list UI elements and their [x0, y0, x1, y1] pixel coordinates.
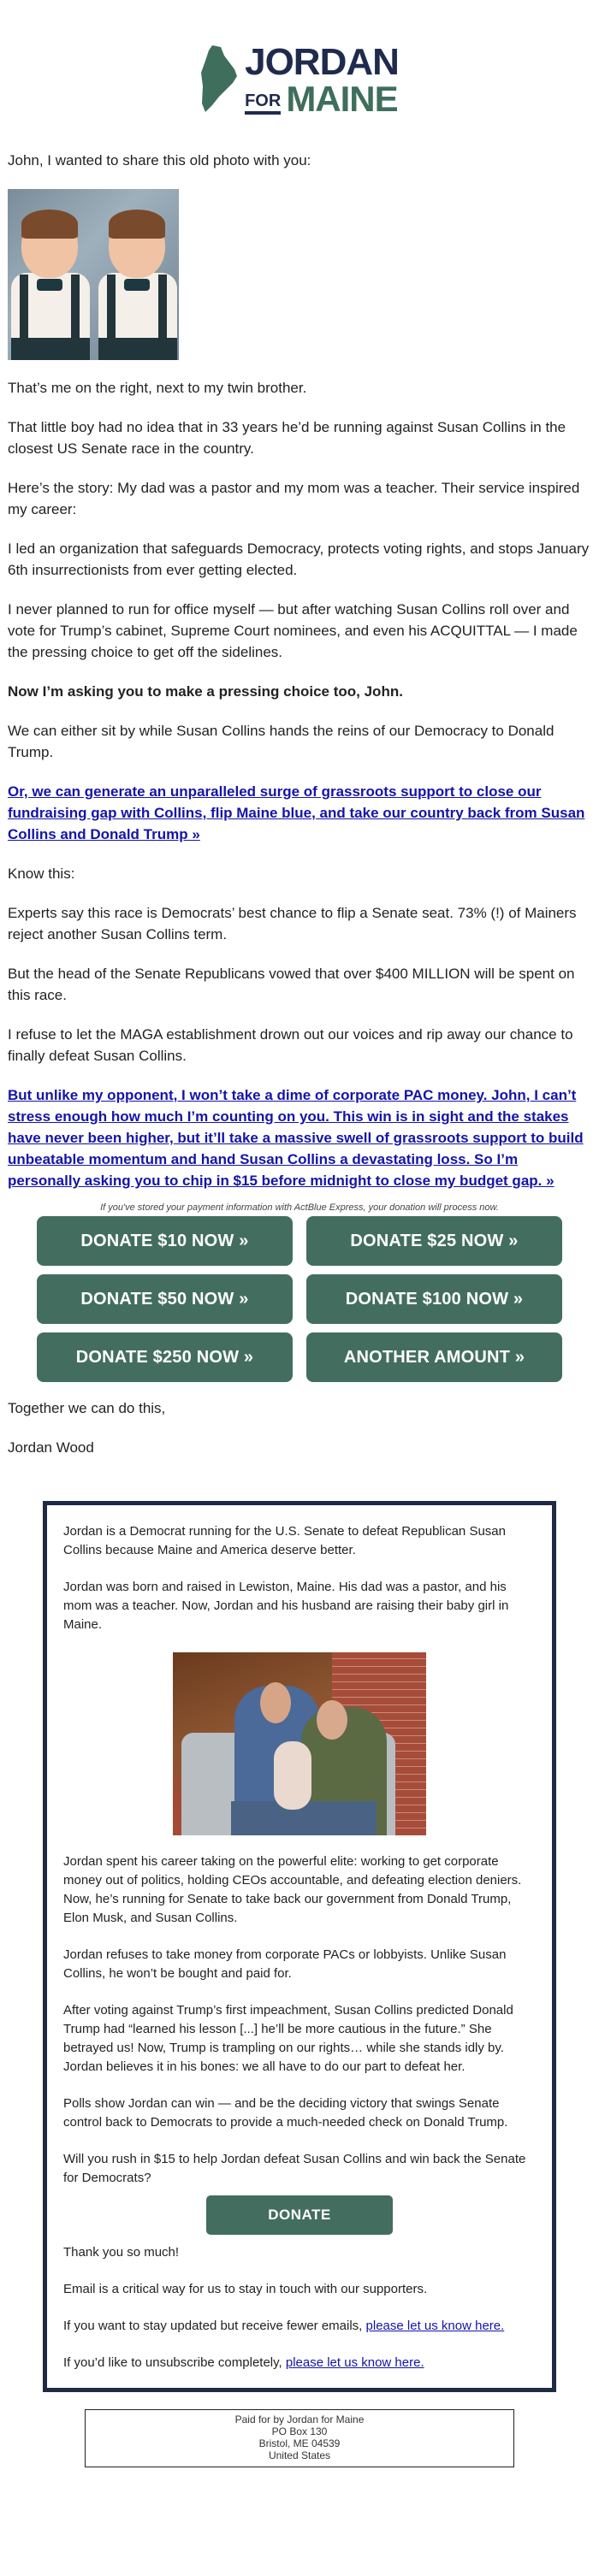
cta-paragraph-2 [8, 1084, 591, 1191]
email-note: Email is a critical way for us to stay in touch with our supporters. [63, 2282, 428, 2296]
donate-button-grid [8, 1216, 591, 1382]
footer-paid-for: Paid for by Jordan for Maine [234, 2414, 365, 2425]
bio-paragraph: Polls show Jordan can win — and be the deciding victory that swings Senate control back to Democrats to provide a much-needed check on Donald Trump. [63, 2096, 508, 2130]
footer-po-box: PO Box 130 [271, 2425, 328, 2437]
bold-ask-line: Now I’m asking you to make a pressing choice too, John. [8, 683, 403, 700]
unsubscribe-line [63, 2354, 536, 2372]
greeting: John, I wanted to share this old photo with you: [8, 152, 311, 168]
paragraph: I refuse to let the MAGA establishment drown out our voices and rip away our chance to finally defeat Susan Collins. [8, 1026, 573, 1064]
footer-country: United States [268, 2449, 331, 2461]
bio-paragraph: After voting against Trump’s first impeachment, Susan Collins predicted Donald Trump had “learned his lesson [...] he’ll be more cautious in the future.” She betrayed us! Now, Trump is trampling on our rights… while she stands idly by. Jordan believes it in his bones: we all have to do our part to defeat her. [63, 2003, 513, 2074]
bio-paragraph: Jordan refuses to take money from corporate PACs or lobbyists. Unlike Susan Collins, he won’t be bought and paid for. [63, 1947, 507, 1981]
unsubscribe-text: If you’d like to unsubscribe completely, [63, 2355, 286, 2370]
paragraph: I never planned to run for office myself — but after watching Susan Collins roll over and vote for Trump’s cabinet, Supreme Court nominees, and even his ACQUITTAL — I made the pressing choice to get off the sidelines. [8, 601, 578, 660]
thank-you-line: Thank you so much! [63, 2245, 180, 2260]
candidate-bio-box [43, 1501, 556, 2392]
paragraph: Experts say this race is Democrats’ best chance to flip a Senate seat. 73% (!) of Mainers reject another Susan Collins term. [8, 905, 577, 942]
jordan-for-maine-logo[interactable] [200, 40, 399, 119]
twin-right [97, 198, 179, 360]
donate-250-button[interactable]: DONATE $250 NOW » [37, 1332, 293, 1382]
fewer-emails-text: If you want to stay updated but receive fewer emails, [63, 2319, 366, 2333]
logo-for: FOR [245, 92, 281, 115]
paragraph: That little boy had no idea that in 33 years he’d be running against Susan Collins in the closest US Senate race in the country. [8, 419, 566, 457]
bio-paragraph: Jordan spent his career taking on the powerful elite: working to get corporate money out of politics, holding CEOs accountable, and defeating election deniers. Now, he’s running for Senate to take back our government from Donald Trump, Elon Musk, and Susan Collins. [63, 1854, 522, 1925]
donate-10-button[interactable]: DONATE $10 NOW » [37, 1216, 293, 1266]
bio-paragraph: Jordan is a Democrat running for the U.S. Senate to defeat Republican Susan Collins because Maine and America deserve better. [63, 1524, 506, 1557]
header-logo-area [0, 0, 599, 150]
twin-brothers-photo [8, 189, 179, 360]
unsubscribe-link[interactable]: please let us know here. [285, 2355, 424, 2370]
logo-jordan: JORDAN [245, 40, 399, 83]
cta-link-grassroots[interactable]: Or, we can generate an unparalleled surge of grassroots support to close our fundraising gap with Collins, flip Maine blue, and take our country back from Susan Collins and Donald Trump » [8, 783, 585, 842]
fewer-emails-link[interactable]: please let us know here. [365, 2319, 505, 2333]
donate-100-button[interactable]: DONATE $100 NOW » [306, 1274, 562, 1324]
cta-paragraph-1 [8, 781, 591, 845]
cta-link-chip-in[interactable]: But unlike my opponent, I won’t take a dime of corporate PAC money. John, I can’t stress enough how much I’m counting on you. This win is in sight and the stakes have never been higher, but it’ll take a massive swell of grassroots support to build unbeatable momentum and hand Susan Collins a devastating loss. So I’m personally asking you to chip in $15 before midnight to close my budget gap. » [8, 1087, 584, 1189]
bio-paragraph: Jordan was born and raised in Lewiston, Maine. His dad was a pastor, and his mom was a teacher. Now, Jordan and his husband are raising their baby girl in Maine. [63, 1580, 509, 1632]
paragraph: Know this: [8, 866, 75, 882]
paid-for-by-footer [85, 2409, 514, 2467]
logo-for-maine [245, 78, 399, 119]
signature: Jordan Wood [8, 1439, 94, 1456]
donate-other-amount-button[interactable]: ANOTHER AMOUNT » [306, 1332, 562, 1382]
paragraph: We can either sit by while Susan Collins hands the reins of our Democracy to Donald Trump. [8, 723, 555, 760]
paragraph: That’s me on the right, next to my twin brother. [8, 380, 307, 396]
logo-wordmark [245, 40, 399, 119]
donate-50-button[interactable]: DONATE $50 NOW » [37, 1274, 293, 1324]
actblue-express-note: If you've stored your payment information with ActBlue Express, your donation will process now. [100, 1202, 499, 1213]
signoff: Together we can do this, [8, 1400, 166, 1416]
maine-state-icon [200, 44, 238, 114]
family-photo [173, 1652, 426, 1835]
donate-25-button[interactable]: DONATE $25 NOW » [306, 1216, 562, 1266]
bio-donate-button[interactable]: DONATE [206, 2195, 393, 2235]
twin-left [9, 198, 92, 360]
logo-maine: MAINE [286, 78, 398, 119]
email-body [0, 150, 599, 1458]
bio-paragraph: Will you rush in $15 to help Jordan defeat Susan Collins and win back the Senate for Democrats? [63, 2152, 526, 2185]
paragraph: I led an organization that safeguards Democracy, protects voting rights, and stops January 6th insurrectionists from ever getting elected. [8, 541, 590, 578]
fewer-emails-line [63, 2317, 536, 2336]
paragraph: But the head of the Senate Republicans vowed that over $400 MILLION will be spent on this race. [8, 966, 575, 1003]
paragraph: Here’s the story: My dad was a pastor and my mom was a teacher. Their service inspired my career: [8, 480, 580, 517]
footer-city: Bristol, ME 04539 [258, 2437, 341, 2449]
